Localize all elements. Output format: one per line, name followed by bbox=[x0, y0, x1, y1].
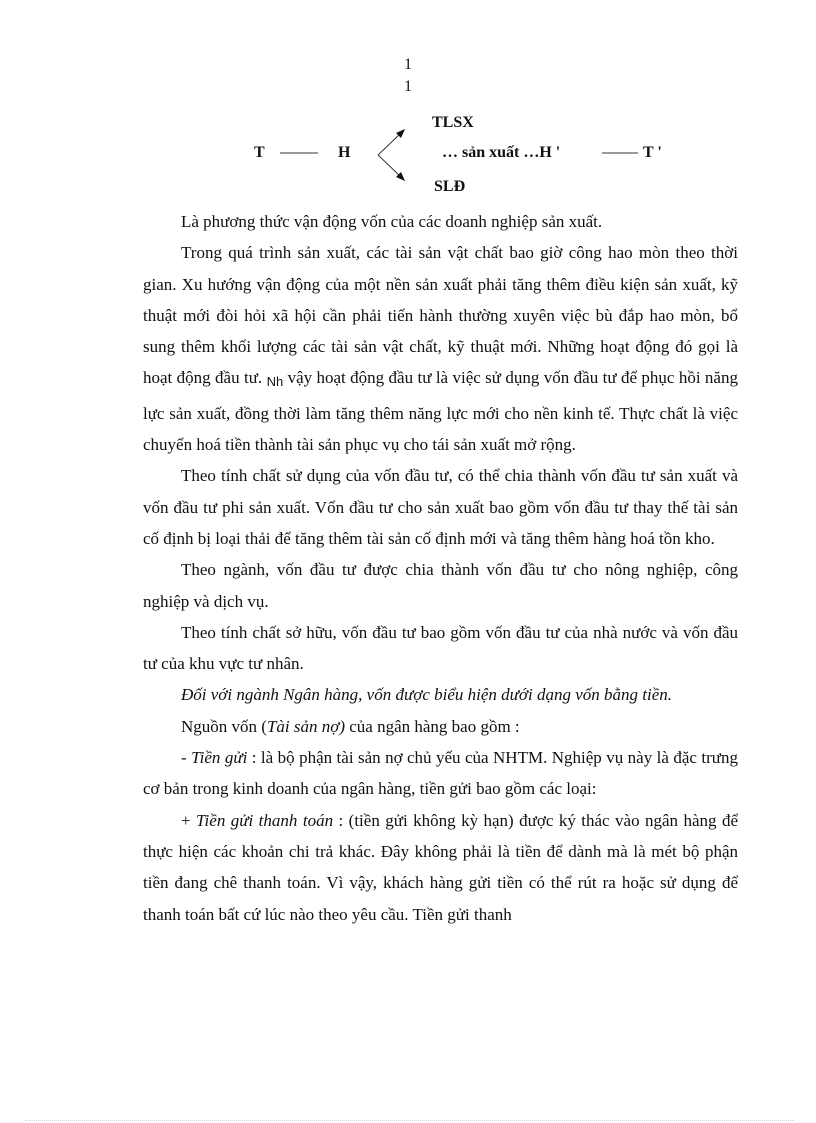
diagram-start-T: T bbox=[254, 144, 265, 161]
diagram-end-T: T ' bbox=[643, 144, 662, 161]
paragraph-6 bbox=[143, 679, 738, 710]
paragraph-text: Nguồn vốn ( bbox=[181, 716, 267, 736]
paragraph-5 bbox=[143, 617, 738, 680]
arrow-down-right-icon bbox=[378, 155, 405, 181]
paragraph-2 bbox=[143, 237, 738, 460]
diagram-goods-H: H bbox=[338, 144, 351, 161]
arrow-up-right-icon bbox=[378, 129, 405, 155]
paragraph-4 bbox=[143, 554, 738, 617]
italic-term: Tiền gửi bbox=[191, 748, 248, 768]
paragraph-text: : (tiền gửi không kỳ hạn) được ký thác vào ngân hàng để thực hiện các khoản chi trả khác. Đây không phải là tiền để dành mà là mét bộ phận tiền đang chê thanh toán. Vì vậy, khách hàng gửi tiền có thể rút ra hoặc sử dụng để thanh toán bất cứ lúc nào theo yêu cầu. Tiền gửi thanh bbox=[143, 810, 739, 924]
diagram-bottom-branch: SLĐ bbox=[434, 178, 466, 195]
document-body bbox=[143, 206, 738, 930]
paragraph-text: Theo tính chất sử dụng của vốn đầu tư, có thể chia thành vốn đầu tư sản xuất và vốn đầu tư phi sản xuất. Vốn đầu tư cho sản xuất bao gồm vốn đầu tư thay thế tài sản cố định bị loại thải để tăng thêm tài sản cố định mới và tăng thêm hàng hoá tồn kho. bbox=[143, 466, 738, 548]
paragraph-text: : là bộ phận tài sản nợ chủ yếu của NHTM. Nghiệp vụ này là đặc trưng cơ bản trong kinh doanh của ngân hàng, tiền gửi bao gồm các loại: bbox=[143, 748, 738, 799]
paragraph-text: vậy hoạt động đầu tư là việc sử dụng vốn đầu tư để phục hồi năng lực sản xuất, đồng thời làm tăng thêm năng lực mới cho nền kinh tế. Thực chất là việc chuyển hoá tiền thành tài sản phục vụ cho tái sản xuất mở rộng. bbox=[143, 368, 738, 455]
paragraph-text: Theo tính chất sở hữu, vốn đầu tư bao gồm vốn đầu tư của nhà nước và vốn đầu tư của khu vực tư nhân. bbox=[143, 622, 738, 674]
paragraph-1 bbox=[143, 206, 738, 237]
paragraph-text: Theo ngành, vốn đầu tư được chia thành vốn đầu tư cho nông nghiệp, công nghiệp và dịch vụ. bbox=[143, 560, 738, 611]
paragraph-text: Là phương thức vận động vốn của các doanh nghiệp sản xuất. bbox=[181, 212, 603, 231]
paragraph-9 bbox=[143, 805, 738, 930]
diagram-lines bbox=[0, 110, 816, 205]
page-number-top: 1 bbox=[404, 56, 412, 73]
italic-term: Tài sản nợ) bbox=[266, 716, 345, 736]
italic-statement: Đối với ngành Ngân hàng, vốn được biểu hiện dưới dạng vốn bằng tiền. bbox=[181, 685, 673, 705]
paragraph-8 bbox=[143, 742, 738, 805]
diagram-top-branch: TLSX bbox=[432, 114, 474, 131]
page-number-bottom: 1 bbox=[404, 78, 412, 95]
small-text-fragment: Nh bbox=[266, 374, 284, 390]
italic-term: Tiền gửi thanh toán bbox=[196, 810, 334, 830]
paragraph-text: Trong quá trình sản xuất, các tài sản vật chất bao giờ công hao mòn theo thời gian. Xu hướng vận động của một nền sản xuất phải tăng thêm điều kiện sản xuất, kỹ thuật mới đòi hỏi xã hội cần phải tiến hành thường xuyên việc bù đắp hao mòn, bổ sung thêm khối lượng các tài sản vật chất, kỹ thuật mới. Những hoạt động đó gọi là hoạt động đầu tư. bbox=[143, 243, 738, 388]
paragraph-7 bbox=[143, 711, 738, 742]
diagram-middle: … sản xuất …H ' bbox=[442, 144, 561, 161]
page-bottom-divider bbox=[25, 1120, 793, 1121]
list-dash: - bbox=[181, 748, 192, 768]
paragraph-text: của ngân hàng bao gồm : bbox=[344, 716, 520, 736]
capital-flow-diagram bbox=[0, 110, 816, 205]
list-plus: + bbox=[181, 810, 197, 830]
paragraph-3 bbox=[143, 460, 738, 554]
